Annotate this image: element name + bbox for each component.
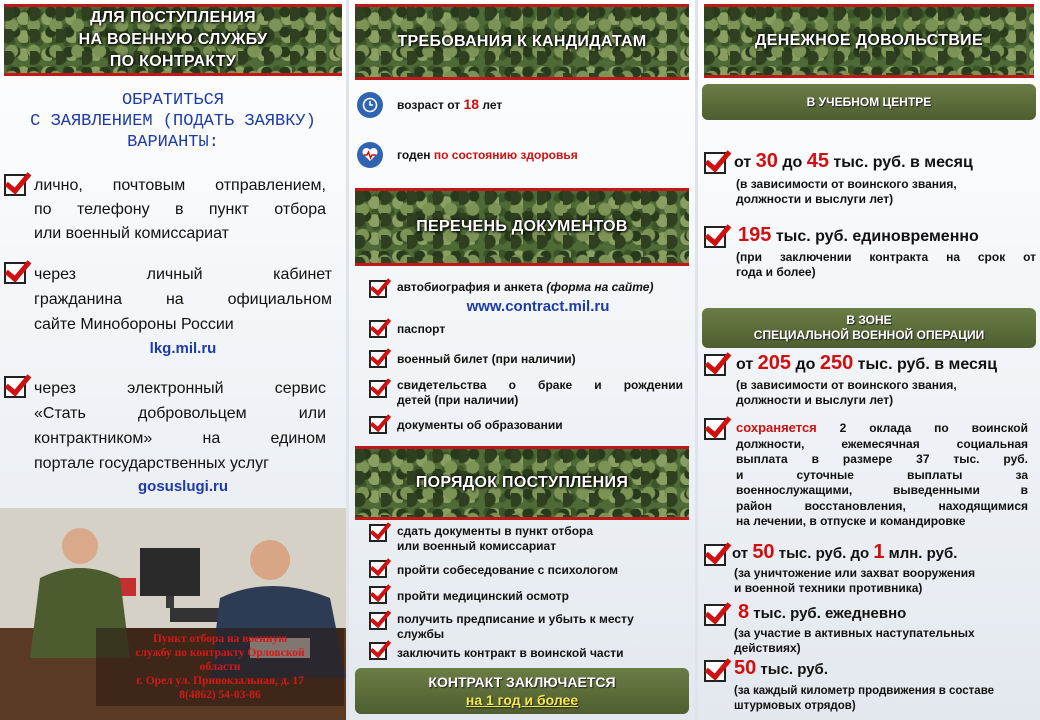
heart-pulse-icon bbox=[357, 142, 383, 168]
svo-max: 250 bbox=[819, 352, 854, 374]
km-bonus bbox=[734, 657, 1036, 681]
option3-line-3: контрактником» на едином bbox=[34, 430, 326, 447]
clock-icon bbox=[357, 92, 383, 118]
step-orders bbox=[397, 612, 687, 642]
tc-note-line-1: (в зависимости от воинского звания, bbox=[736, 177, 957, 191]
address-line-4: г. Орел ул. Привокзальная, д. 17 bbox=[136, 675, 304, 687]
checkbox-icon bbox=[369, 560, 387, 578]
destroy-min: 50 bbox=[752, 541, 775, 563]
keep-line-4: и суточные выплаты за bbox=[736, 467, 1028, 482]
destroy-note-line-1: (за уничтожение или захват вооружения bbox=[734, 566, 976, 580]
req-age bbox=[397, 97, 502, 113]
header-order bbox=[355, 446, 689, 520]
checkbox-icon bbox=[369, 524, 387, 542]
option2-line-1: через личный кабинет bbox=[34, 266, 332, 283]
training-pill-label: В УЧЕБНОМ ЦЕНТРЕ bbox=[806, 94, 932, 109]
option-in-person bbox=[34, 174, 326, 246]
address-card bbox=[96, 628, 344, 706]
req-age-label: возраст от bbox=[397, 98, 464, 112]
option1-line-1: лично, почтовым отправлением, bbox=[34, 177, 326, 194]
training-salary-note bbox=[736, 177, 1036, 207]
documents-title: ПЕРЕЧЕНЬ ДОКУМЕНТОВ bbox=[416, 218, 628, 235]
order-title: ПОРЯДОК ПОСТУПЛЕНИЯ bbox=[415, 474, 629, 491]
pay-title: ДЕНЕЖНОЕ ДОВОЛЬСТВИЕ bbox=[755, 32, 983, 49]
address-phone: 8(4862) 54-03-86 bbox=[179, 689, 261, 701]
option1-line-3: или военный комиссариат bbox=[34, 225, 229, 242]
contract-line-1: КОНТРАКТ ЗАКЛЮЧАЕТСЯ bbox=[428, 674, 616, 690]
once-note-line-1: (при заключении контракта на срок от bbox=[736, 250, 1036, 264]
km-note-line-1: (за каждый километр продвижения в составе bbox=[734, 685, 995, 697]
checkbox-icon bbox=[369, 586, 387, 604]
keep-line-2: должности, ежемесячная социальная bbox=[736, 436, 1028, 451]
apply-line-2: С ЗАЯВЛЕНИЕМ (ПОДАТЬ ЗАЯВКУ) bbox=[30, 112, 316, 131]
column-how-to-apply bbox=[0, 0, 346, 720]
header-line-2: НА ВОЕННУЮ СЛУЖБУ bbox=[78, 31, 268, 48]
km-bonus-note bbox=[734, 684, 1038, 714]
km-unit: тыс. руб. bbox=[756, 661, 828, 678]
destroy-note-line-2: и военной техники противника) bbox=[734, 581, 923, 595]
column-requirements bbox=[349, 0, 695, 720]
svo-min: 205 bbox=[757, 352, 792, 374]
doc4-line-2: детей (при наличии) bbox=[397, 393, 519, 407]
tc-unit: тыс. руб. в месяц bbox=[828, 154, 973, 171]
tc-to: до bbox=[777, 154, 807, 171]
option3-line-2: «Стать добровольцем или bbox=[34, 405, 326, 422]
checkbox-icon bbox=[4, 376, 26, 398]
step-psychologist: пройти собеседование с психологом bbox=[397, 563, 619, 577]
step1-line-1: сдать документы в пункт отбора bbox=[397, 524, 594, 538]
tc-max: 45 bbox=[806, 150, 829, 172]
contract-line-2: на 1 год и более bbox=[465, 692, 579, 708]
header-requirements bbox=[355, 4, 689, 80]
step4-line-1: получить предписание и убыть к месту bbox=[397, 612, 634, 626]
daily-bonus bbox=[738, 601, 1036, 625]
civilian-head bbox=[250, 540, 290, 580]
training-salary bbox=[734, 150, 1036, 174]
keep-word: сохраняется bbox=[736, 420, 817, 435]
step-medical: пройти медицинский осмотр bbox=[397, 589, 569, 603]
checkbox-icon bbox=[704, 226, 726, 248]
once-unit: тыс. руб. единовременно bbox=[771, 228, 979, 245]
svo-pill-line-2: СПЕЦИАЛЬНОЙ ВОЕННОЙ ОПЕРАЦИИ bbox=[753, 328, 985, 342]
checkbox-icon bbox=[4, 174, 26, 196]
keep-line-7: на лечении, в отпуске и командировке bbox=[736, 514, 966, 528]
step-submit-docs bbox=[397, 524, 687, 554]
checkbox-icon bbox=[369, 642, 387, 660]
soldier-head bbox=[62, 528, 98, 564]
header-pay bbox=[704, 4, 1034, 78]
checkbox-icon bbox=[369, 350, 387, 368]
equipment-bonus-note bbox=[734, 566, 1036, 596]
checkbox-icon bbox=[369, 380, 387, 398]
checkbox-icon bbox=[704, 152, 726, 174]
svo-pill-line-1: В ЗОНЕ bbox=[846, 313, 892, 327]
recruitment-photo bbox=[0, 508, 346, 720]
checkbox-icon bbox=[704, 354, 726, 376]
doc1-note: (форма на сайте) bbox=[546, 280, 654, 294]
option3-line-4: портале государственных услуг bbox=[34, 455, 269, 472]
address-line-3: области bbox=[199, 661, 241, 673]
keep-line-1: 2 оклада по воинской bbox=[816, 421, 1028, 435]
daily-note-line-2: действиях) bbox=[734, 641, 801, 655]
tc-note-line-2: должности и выслуги лет) bbox=[736, 192, 894, 206]
keep-line-6: район восстановления, находящимися bbox=[736, 498, 1028, 513]
svo-note-line-1: (в зависимости от воинского звания, bbox=[736, 378, 957, 392]
svo-from: от bbox=[736, 356, 758, 373]
tc-min: 30 bbox=[755, 150, 778, 172]
equipment-bonus bbox=[732, 541, 1036, 565]
address-line-1: Пункт отбора на военную bbox=[152, 633, 288, 645]
contract-term-banner bbox=[355, 668, 689, 714]
tc-from: от bbox=[734, 154, 756, 171]
checkbox-icon bbox=[369, 612, 387, 630]
checkbox-icon bbox=[704, 418, 726, 440]
destroy-unit: млн. руб. bbox=[884, 545, 958, 562]
address-line-2: службу по контракту Орловской bbox=[135, 647, 305, 659]
svo-salary bbox=[736, 352, 1036, 376]
requirements-title: ТРЕБОВАНИЯ К КАНДИДАТАМ bbox=[397, 33, 647, 50]
doc1-text: автобиография и анкета bbox=[397, 280, 547, 294]
header-apply bbox=[4, 4, 342, 76]
option-personal-cabinet bbox=[34, 262, 332, 337]
doc4-line-1: свидетельства о браке и рождении bbox=[397, 378, 683, 392]
req-age-unit: лет bbox=[479, 98, 503, 112]
apply-line-1: ОБРАТИТЬСЯ bbox=[121, 91, 225, 110]
doc-biography bbox=[397, 280, 687, 295]
once-value: 195 bbox=[738, 224, 772, 246]
checkbox-icon bbox=[4, 262, 26, 284]
step4-line-2: службы bbox=[397, 627, 445, 641]
destroy-mid: тыс. руб. до bbox=[774, 545, 874, 562]
checkbox-icon bbox=[369, 416, 387, 434]
link-contract-mil[interactable]: www.contract.mil.ru bbox=[466, 298, 610, 315]
daily-unit: тыс. руб. ежедневно bbox=[749, 605, 907, 622]
keep-line-5: военнослужащими, выведенными в bbox=[736, 483, 1028, 497]
req-health bbox=[397, 148, 578, 163]
km-value: 50 bbox=[734, 657, 757, 679]
svo-salary-note bbox=[736, 378, 1036, 408]
once-note-line-2: года и более) bbox=[736, 265, 816, 279]
one-time-note bbox=[736, 250, 1036, 280]
one-time-payment bbox=[738, 224, 1036, 248]
svo-to: до bbox=[791, 356, 820, 373]
checkbox-icon bbox=[704, 604, 726, 626]
doc-passport: паспорт bbox=[397, 322, 446, 336]
req-age-value: 18 bbox=[463, 96, 480, 112]
step1-line-2: или военный комиссариат bbox=[397, 539, 557, 553]
header-line-3: ПО КОНТРАКТУ bbox=[109, 53, 237, 70]
destroy-max: 1 bbox=[873, 541, 885, 563]
daily-note-line-1: (за участие в активных наступательных bbox=[734, 626, 975, 640]
retained-allowances bbox=[736, 420, 1028, 530]
daily-value: 8 bbox=[738, 601, 750, 623]
checkbox-icon bbox=[704, 660, 726, 682]
option1-line-2: по телефону в пункт отбора bbox=[34, 201, 326, 218]
option-gosuslugi bbox=[34, 376, 326, 476]
header-documents bbox=[355, 188, 689, 266]
daily-bonus-note bbox=[734, 626, 1036, 656]
destroy-from: от bbox=[732, 545, 753, 562]
header-line-1: ДЛЯ ПОСТУПЛЕНИЯ bbox=[90, 9, 256, 26]
checkbox-icon bbox=[369, 320, 387, 338]
link-lkg[interactable]: lkg.mil.ru bbox=[149, 340, 217, 357]
column-pay bbox=[698, 0, 1040, 720]
req-health-value: по состоянию здоровья bbox=[433, 148, 578, 162]
keep-line-3: выплата в размере 37 тыс. руб. bbox=[736, 452, 1028, 466]
apply-line-3: ВАРИАНТЫ: bbox=[127, 133, 219, 152]
checkbox-icon bbox=[704, 544, 726, 566]
pill-training-center bbox=[702, 84, 1036, 120]
step-sign-contract: заключить контракт в воинской части bbox=[397, 646, 624, 660]
monitor-shape bbox=[140, 548, 200, 596]
checkbox-icon bbox=[369, 280, 387, 298]
svo-note-line-2: должности и выслуги лет) bbox=[736, 393, 894, 407]
doc-certificates bbox=[397, 378, 683, 408]
req-health-label: годен bbox=[397, 148, 434, 162]
option2-line-2: гражданина на официальном bbox=[34, 291, 332, 308]
apply-heading bbox=[0, 90, 346, 153]
link-gosuslugi[interactable]: gosuslugi.ru bbox=[138, 478, 228, 495]
option3-line-1: через электронный сервис bbox=[34, 380, 326, 397]
option2-line-3: сайте Минобороны России bbox=[34, 316, 234, 333]
km-note-line-2: штурмовых отрядов) bbox=[734, 700, 856, 712]
doc-education: документы об образовании bbox=[397, 418, 563, 432]
doc-military-id: военный билет (при наличии) bbox=[397, 352, 576, 366]
svo-unit: тыс. руб. в месяц bbox=[853, 356, 998, 373]
pill-svo-zone bbox=[702, 308, 1036, 348]
